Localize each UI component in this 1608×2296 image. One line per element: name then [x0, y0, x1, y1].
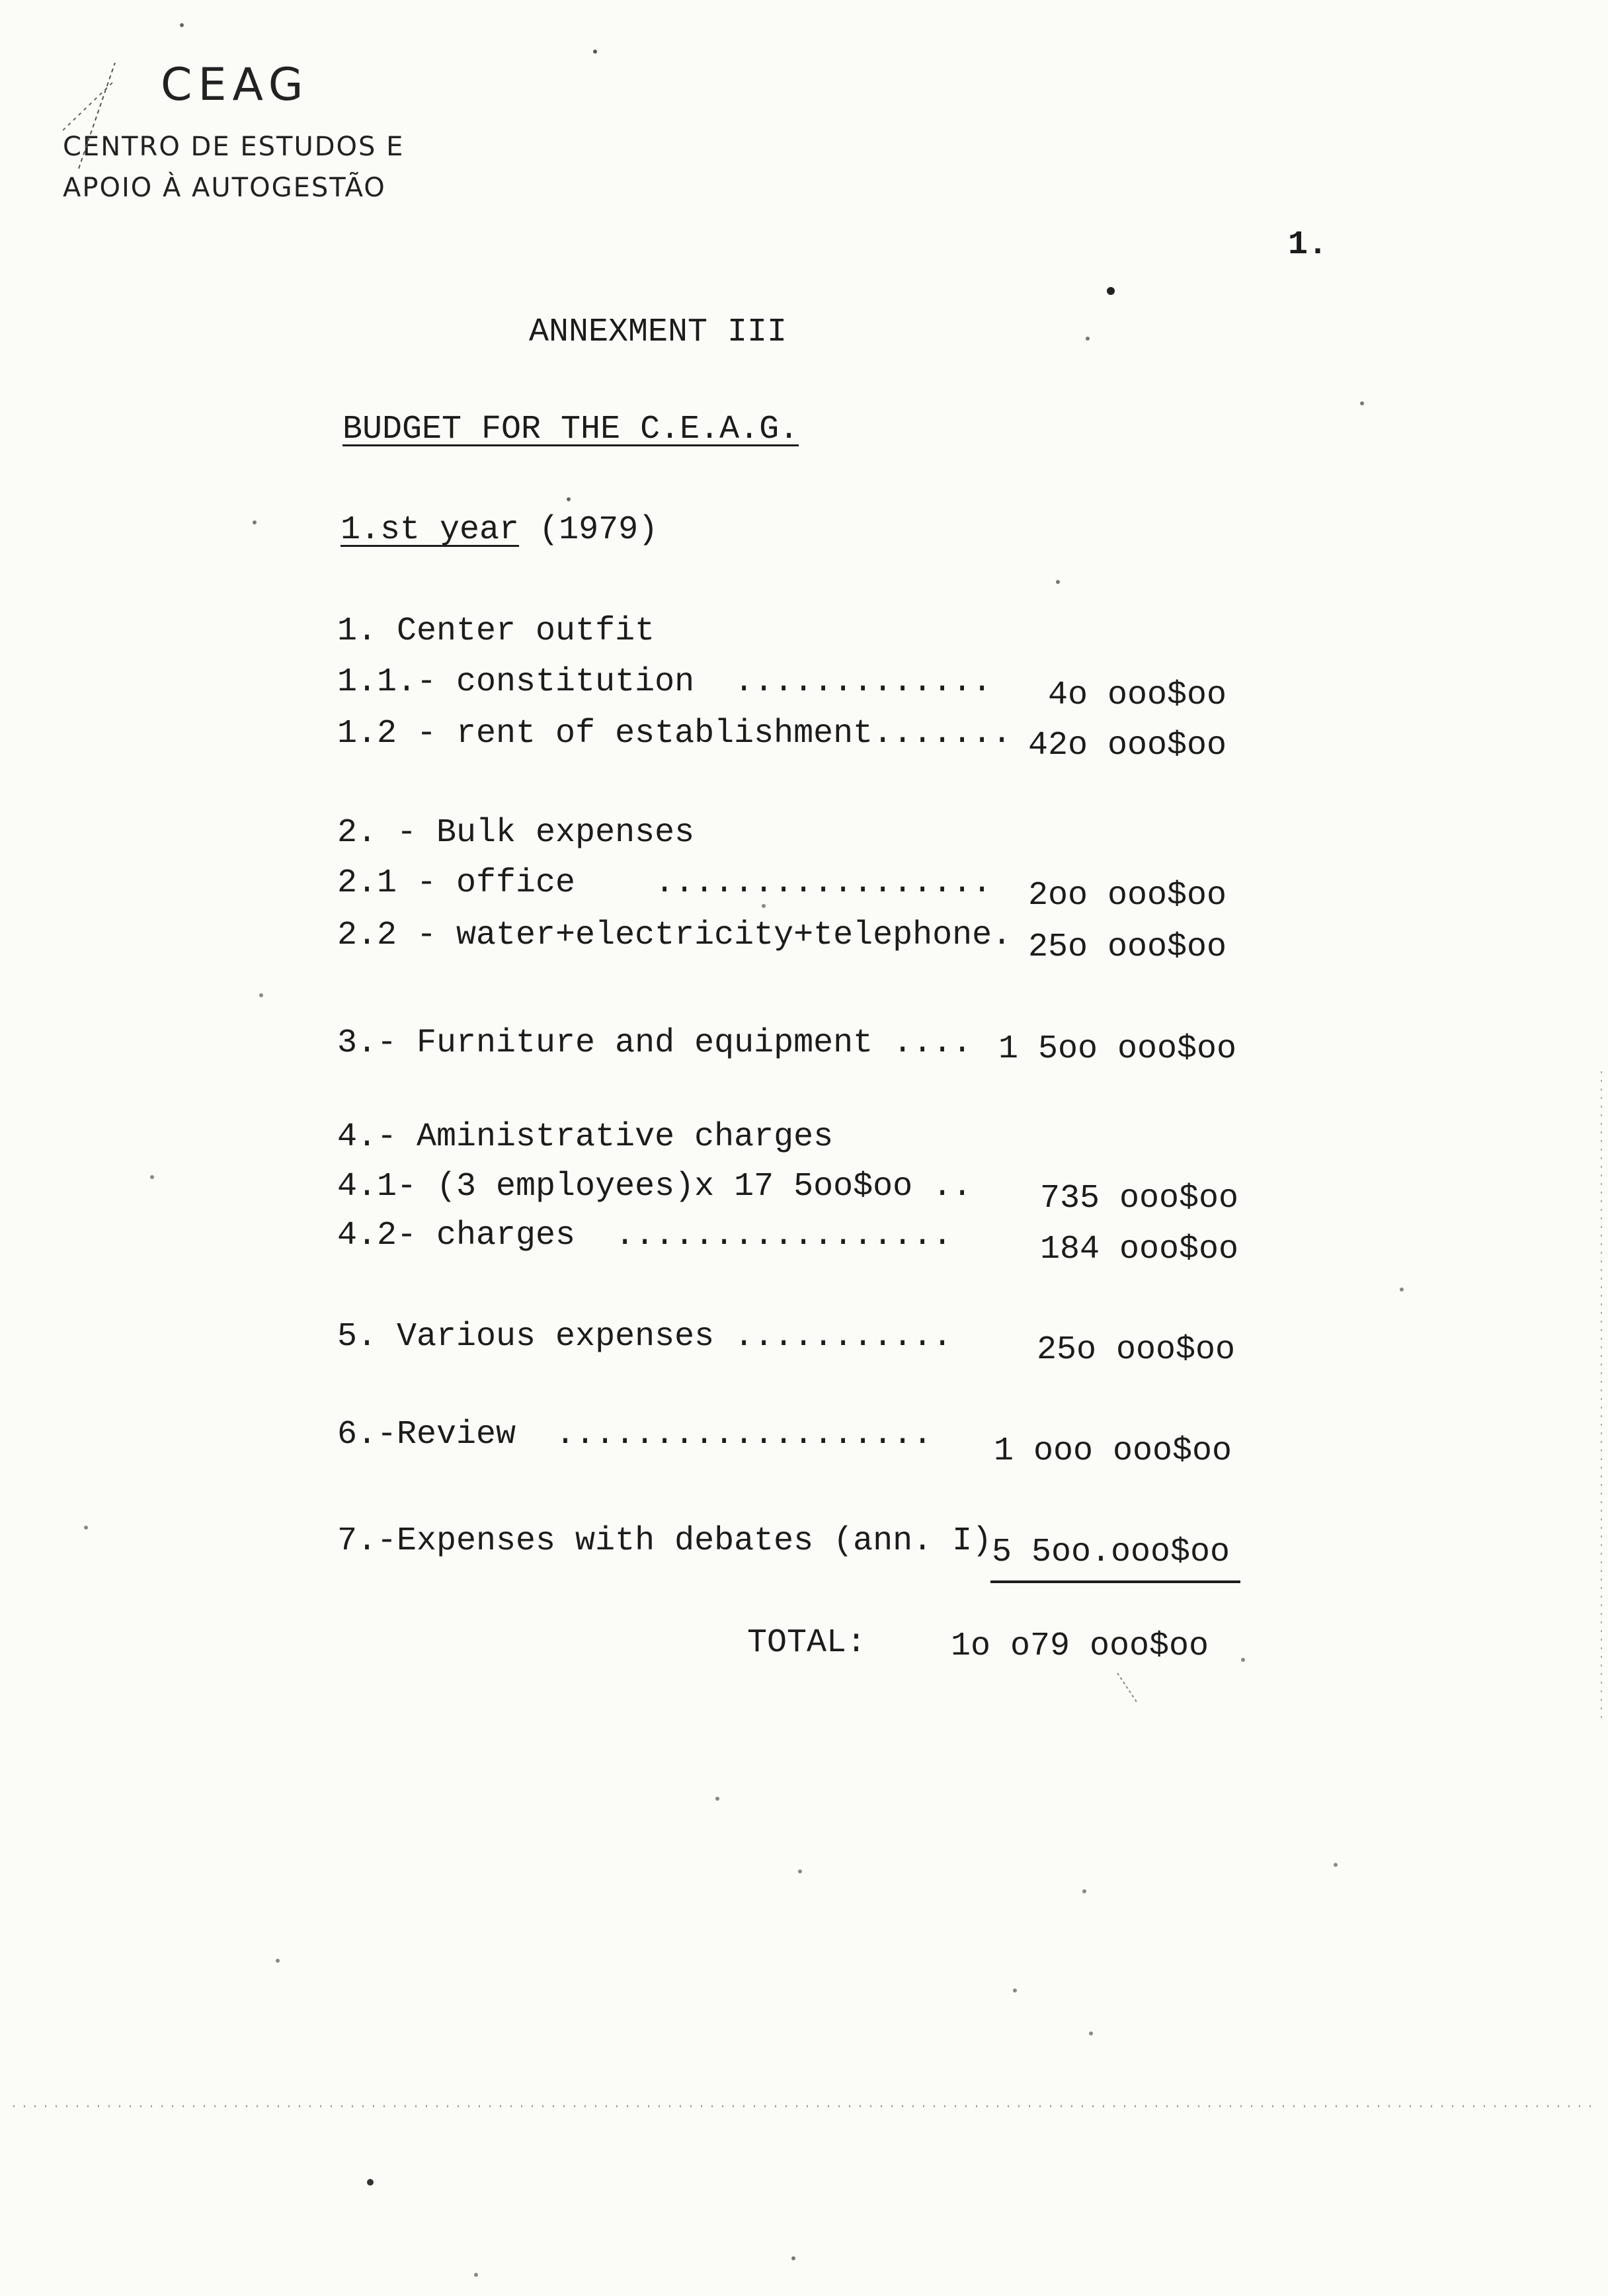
org-name-line-2: APOIO À AUTOGESTÃO — [63, 173, 386, 203]
page-number: 1. — [1288, 226, 1328, 264]
org-name-line-1: CENTRO DE ESTUDOS E — [63, 132, 405, 162]
budget-line-label: 7.-Expenses with debates (ann. I) — [337, 1522, 992, 1560]
budget-line-amount: 1 5oo ooo$oo — [998, 1030, 1237, 1068]
budget-line-label: 2.2 - water+electricity+telephone. — [337, 917, 1012, 954]
document-title: ANNEXMENT III — [529, 313, 787, 351]
budget-line-amount: 25o ooo$oo — [1028, 928, 1227, 966]
org-logo-text: CEAG — [161, 59, 309, 111]
budget-line-amount: 184 ooo$oo — [1040, 1231, 1239, 1268]
letterhead — [63, 59, 405, 208]
budget-line-amount: 5 5oo.ooo$oo — [992, 1534, 1230, 1571]
letterhead-pen-mark-icon — [63, 63, 208, 235]
budget-line-amount: 42o ooo$oo — [1028, 727, 1227, 764]
year-heading — [341, 511, 659, 549]
budget-line-label: 5. Various expenses ........... — [337, 1318, 953, 1356]
budget-line-label: 1.1.- constitution ............. — [337, 663, 992, 701]
year-label: 1.st year — [341, 511, 520, 549]
budget-line-label: 2.1 - office ................. — [337, 864, 992, 902]
budget-line-amount: 4o ooo$oo — [1048, 676, 1227, 714]
budget-line-label: 3.- Furniture and equipment .... — [337, 1024, 992, 1062]
total-label: TOTAL: — [747, 1624, 867, 1662]
budget-line-label: 4.2- charges ................. — [337, 1217, 953, 1254]
total-value: 1o o79 ooo$oo — [951, 1627, 1209, 1665]
budget-line-amount: 735 ooo$oo — [1040, 1180, 1239, 1217]
budget-line-label: 6.-Review ................... — [337, 1416, 933, 1454]
budget-line-label: 1.2 - rent of establishment....... — [337, 715, 1012, 753]
budget-line-label: 4.1- (3 employees)x 17 5oo$oo .. — [337, 1168, 973, 1206]
year-value: (1979) — [539, 511, 659, 549]
section-heading-administrative: 4.- Aministrative charges — [337, 1118, 834, 1156]
section-heading-bulk-expenses: 2. - Bulk expenses — [337, 814, 695, 852]
sum-underline — [990, 1580, 1240, 1583]
budget-line-amount: 1 ooo ooo$oo — [994, 1432, 1232, 1470]
budget-line-amount: 25o ooo$oo — [1037, 1331, 1236, 1369]
section-heading-center-outfit: 1. Center outfit — [337, 612, 655, 650]
budget-line-amount: 2oo ooo$oo — [1028, 877, 1227, 915]
document-subtitle: BUDGET FOR THE C.E.A.G. — [342, 411, 799, 448]
